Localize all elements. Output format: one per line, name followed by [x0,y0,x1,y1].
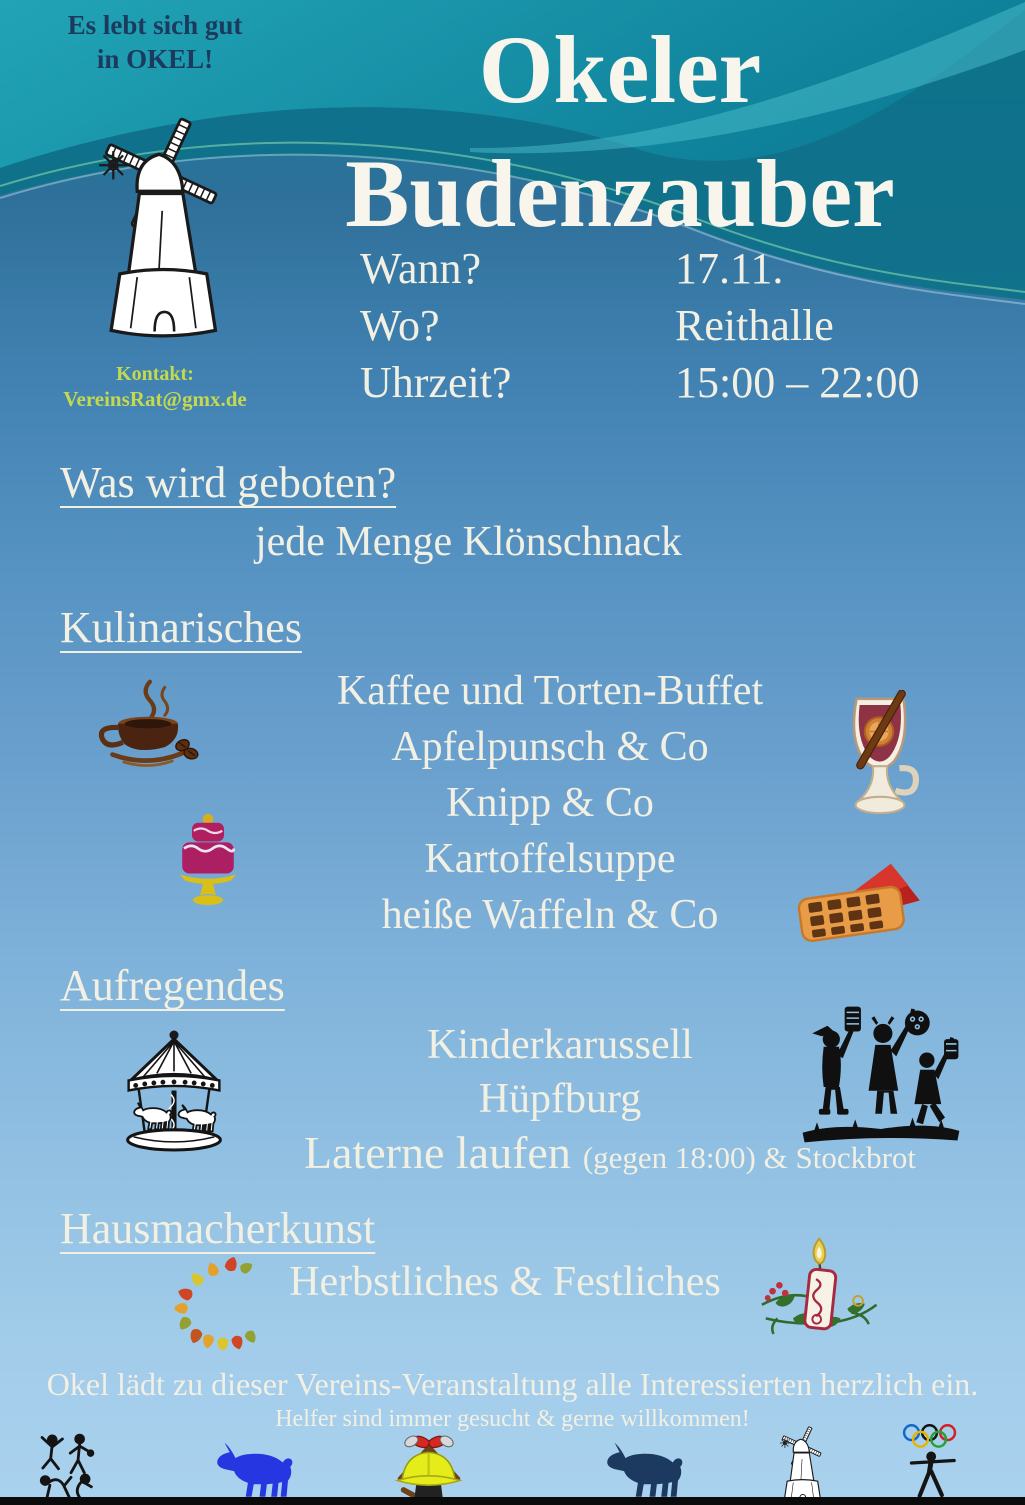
carousel-icon [95,1028,253,1154]
kulinarisches-list [250,663,850,943]
lantern-note-text: (gegen 18:00) & Stockbrot [582,1140,917,1175]
olympic-shooter-icon [895,1422,969,1504]
menu-item: Knipp & Co [446,780,654,826]
lantern-children-icon [795,1000,967,1150]
contact-block [20,362,290,412]
coffee-cup-icon [92,676,204,778]
event-info [360,240,919,411]
event-info-label: Wo? [360,301,440,350]
invitation-text: Okel lädt zu dieser Vereins-Veranstaltung alle Interessierten herzlich ein. [46,1366,979,1402]
helpers-text: Helfer sind immer gesucht & gerne willkommen! [275,1406,750,1432]
section-heading-kulinarisches: Kulinarisches [60,603,302,652]
fun-item: Kinderkarussell [427,1022,693,1068]
event-info-row [360,297,919,354]
section-heading-hausmacherkunst: Hausmacherkunst [60,1204,376,1253]
event-info-row [360,240,919,297]
menu-item: Apfelpunsch & Co [391,724,709,770]
tagline [30,8,280,76]
menu-item: Kaffee und Torten-Buffet [336,668,764,714]
tagline-line1: Es lebt sich gut [67,10,243,40]
blue-horse-icon [210,1438,296,1500]
intro-subline: jede Menge Klönschnack [255,519,682,565]
menu-item: heiße Waffeln & Co [381,892,719,938]
event-info-row [360,354,919,411]
windmill-logo-icon [72,85,235,365]
event-info-value: 15:00 – 22:00 [675,358,920,407]
navy-horse-icon [600,1438,686,1500]
waffle-icon [790,860,930,942]
event-info-value: Reithalle [675,301,834,350]
contact-label: Kontakt: [116,363,194,385]
event-info-label: Uhrzeit? [360,358,512,407]
poster-title-line2: Budenzauber [345,140,895,247]
bottom-black-bar [0,1497,1025,1505]
fire-helmet-icon [383,1432,475,1504]
windmill-small-icon [762,1424,836,1504]
cake-icon [168,810,248,912]
punch-glass-icon [828,690,930,822]
lantern-main-text: Laterne laufen [303,1127,571,1178]
fun-item: Hüpfburg [478,1076,642,1122]
section-heading-aufregendes: Aufregendes [60,961,285,1010]
event-info-value: 17.11. [675,244,784,293]
section-heading-was-wird-geboten: Was wird geboten? [60,458,397,507]
menu-item: Kartoffelsuppe [424,836,676,882]
event-info-label: Wann? [360,244,482,293]
acrobats-icon [25,1432,110,1504]
tagline-line2: in OKEL! [96,44,214,74]
candle-icon [758,1236,894,1356]
hausmacherkunst-item: Herbstliches & Festliches [289,1259,721,1305]
contact-email: VereinsRat@gmx.de [63,387,247,411]
aufregendes-list [260,1018,860,1126]
autumn-leaves-icon [170,1255,262,1350]
poster-title-line1: Okeler [478,16,762,123]
